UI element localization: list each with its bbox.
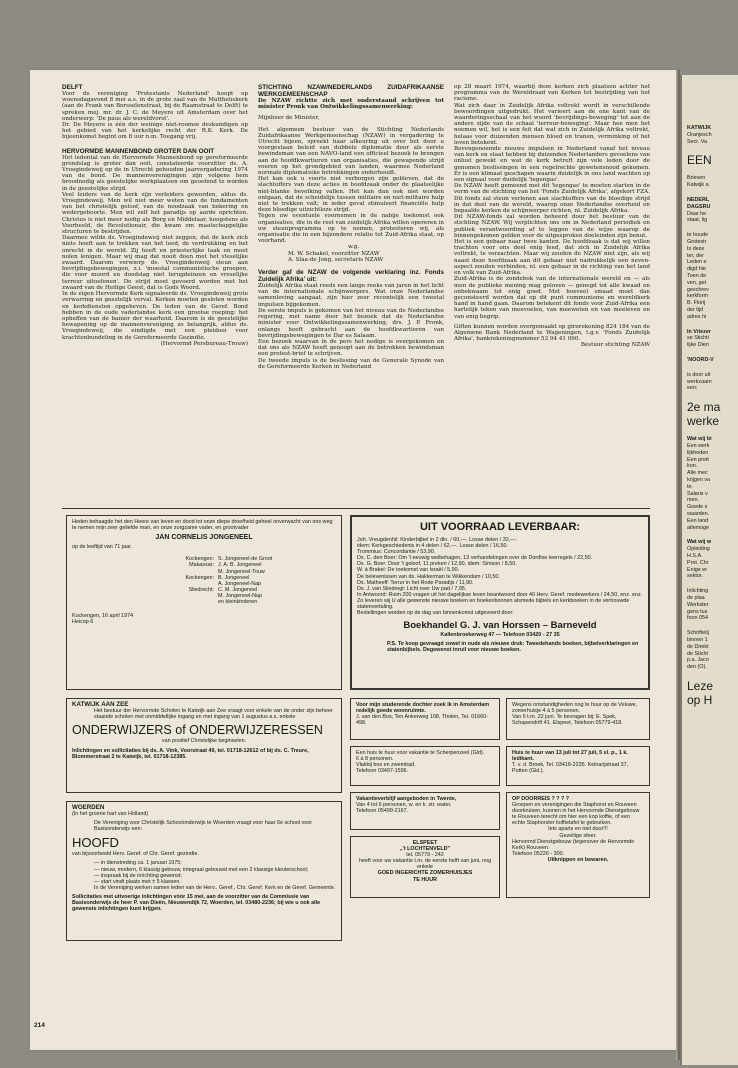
- family-name: J. A. B. Jongeneel: [218, 562, 262, 569]
- woerden-item: — inspraak bij de inrichting gewenst;: [94, 872, 182, 879]
- bookshop-ad: [350, 515, 650, 690]
- scherpenzeel-l2: 6 à 8 personen.: [356, 756, 394, 763]
- family-place: Sliedrecht:: [188, 586, 214, 593]
- strip-line: men.: [687, 497, 699, 504]
- zomerhuisje-l1: Wegens omstandigheden nog te huur op de Veluwe, zomerhuisje 4 à 5 personen.: [512, 702, 638, 715]
- strip-line: 2e ma: [687, 400, 721, 415]
- fonds-text-8: Giften kunnen worden overgemaakt op girorekening 824 184 van de Algemene Bank Nederland te Wageningen, t.g.v. 'Fonds Zuidelijk Afrika', bankrekeningnummer 53 94 41 090.: [454, 323, 650, 343]
- doorreis-l3: Iets aparts en niet duur!!!: [548, 826, 608, 833]
- strip-line: In Vriezer: [687, 328, 711, 335]
- bookshop-shop-name: Boekhandel G. J. van Horssen – Barneveld: [403, 620, 597, 632]
- nzaw-text-5: De eerste impuls is gekomen van het niveau van de Nederlandse regering, met name door het bezoek dat de Nederlandse minister voor Ontwikkelingssamenwerking, drs. J. P. Pronk, onlangs heeft gebracht aan de hoofdkwartieren van bevrijdingsbewegingen te Dar es Salaam.: [258, 307, 444, 339]
- left-page: [30, 70, 680, 1050]
- strip-line: lijkheden: [687, 449, 709, 456]
- woerden-item: — in dienstreding ca. 1 januari 1975;: [94, 860, 182, 867]
- strip-line: Daar he: [687, 210, 707, 217]
- family-name: en kleinkinderen: [218, 599, 258, 606]
- small-ad-elspeet: [350, 836, 500, 898]
- strip-line: p.a. Jaco: [687, 657, 709, 664]
- fonds-text-2: Wat zich daar in Zuidelijk Afrika voltrekt wordt in verschillende bewoordingen uitgedrukt. Het varieert aan de ene kant van de waarderingsschaal van het woord 'bevrijdings-beweging' tot aan de andere zijde van de schaal 'terreur-beweging'. Maar hoe men het noemen wil, het is een feit dat wat zich in Zuidelijk Afrika voltrekt, helaas voor duizenden mensen bloed en tranen, verminking of het leven betekent.: [454, 102, 650, 146]
- nzaw-heading: STICHTING NZAW/NEDERLANDS ZUIDAFRIKAANSE WERKGEMEENSCHAP: [258, 84, 444, 98]
- strip-line: Wat wij bi: [687, 436, 712, 443]
- strip-line: adres hi: [687, 313, 707, 320]
- verblijf-l3: Telefoon 05499-2167.: [356, 808, 409, 815]
- strip-line: Is deze: [687, 245, 705, 252]
- strip-line: Oranjesch: [687, 131, 712, 138]
- small-ad-huis-scherpenzeel: [350, 746, 500, 786]
- strip-line: te houde: [687, 232, 708, 239]
- nzaw-text-2: Het kan ook u voorts niet verborgen zijn gebleven, dat de slachtoffers van deze acties in hoofdzaak onder de plaatselijke niet-blanke bevolking vallen. Het kan dan ook niet worden ontgaan, dat de scheidslijn tussen militaire en niet-militaire hulp niet te trekken valt; in ieder geval stimuleert financiële hulp deze bloedige uitzichtloze strijd.: [258, 176, 444, 214]
- small-ad-zomerhuisje: [506, 698, 650, 740]
- strip-line: kerkform: [687, 293, 708, 300]
- katwijk-headline: ONDERWIJZERS of ONDERWIJZERESSEN: [72, 723, 323, 738]
- strip-line: lijke Dien: [687, 342, 709, 349]
- bookshop-line: Zo leveren wij U alle gewenste nieuwe boeken en boekenbonnen alsmede bijbels en kerkboeken in de vertrouwde statenvertaling.: [357, 597, 630, 611]
- strip-line: Toen de: [687, 273, 707, 279]
- strip-line: Prot. Chr: [687, 559, 709, 566]
- small-ad-doorreis: [506, 792, 650, 898]
- strip-line: Wat wij w: [687, 539, 712, 546]
- strip-line: geschrev: [687, 286, 709, 293]
- strip-line: se Stichti: [687, 335, 709, 342]
- woerden-vacancy-ad: [66, 801, 342, 941]
- strip-line: Een werk: [687, 443, 710, 449]
- family-name: A. Jongeneel-Nap: [218, 580, 262, 587]
- doorreis-title: OP DOORREIS ? ? ? ?: [512, 796, 570, 802]
- mannenbond-text-1: Het ledental van de Hervormde Mannenbond op gereformeerde grondslag is groter dan ooit, constateerde voorzitter ds. A. Vroegindeweij op de in Utrecht gehouden jaarvergadering 1974 van de bond. De mannenverenigingen zijn volgens hem broodnodig als geestelijke werkplaatsen om geoefend te worden in de geestelijke strijd.: [62, 154, 248, 192]
- bookshop-line: Joh. Vreugdenhil: Kinderbijbel in 2 dln. / 60,—. Losse delen / 32,—.: [357, 537, 518, 543]
- section-divider: [62, 508, 650, 509]
- death-notice: [66, 515, 342, 690]
- strip-line: werkzaam: [687, 378, 712, 385]
- fonds-signature: Bestuur stichting NZAW: [580, 342, 650, 349]
- small-ad-huis-putten: [506, 746, 650, 786]
- nzaw-signature-1: M. W. Schakel, voorzitter NZAW: [288, 250, 380, 257]
- strip-line: is door uit: [687, 371, 711, 378]
- strip-line: atlemoge: [687, 524, 710, 531]
- strip-line: gens tus: [687, 608, 708, 615]
- bookshop-line: Ds. C. den Boer: Om 't eeuwig welbehagen, 13 verhandelingen over de Dordtse leerregels / 22,50.: [357, 555, 593, 562]
- strip-line: binnen 1: [687, 637, 708, 643]
- bookshop-line: In Antwoord: Ruim 200 vragen uit het dagelijkse leven beantwoord door 40 Herv. Geref. medewerkers / 24,50, enz. enz.: [357, 591, 643, 598]
- bookshop-line: idem: Kerkgeschiedenis in 4 delen / 62,—. Losse delen / 16,50.: [357, 543, 509, 550]
- elspeet-l5: GOED INGERICHTE ZOMERHUISJES: [377, 870, 473, 877]
- woonruimte-text: Voor mijn studerende dochter zoek ik in Amsterdam redelijk goede woonruimte.: [356, 702, 489, 715]
- strip-line: een:: [687, 385, 698, 392]
- woerden-sub: (In het groene hart van Holland): [72, 811, 149, 818]
- family-place: Kockengen:: [185, 556, 214, 563]
- strip-line: krijgen va: [687, 477, 711, 483]
- strip-line: Werkster: [687, 601, 709, 608]
- bookshop-ps: P.S. Te koop gevraagd zowel in oude als nieuwe druk: Tweedehands boeken, bijbelverklaringen en statenbijbels. Degewenst inruil voor nieuwe boeken.: [387, 641, 639, 654]
- katwijk-vacancy-ad: [66, 698, 342, 793]
- doorreis-l4: Gezellige sfeer.: [559, 832, 597, 839]
- nzaw-signature-2: A. Slaa-de Jong, secretaris NZAW: [288, 256, 384, 263]
- nzaw-text-6: Een bezoek waarvan in de pers het nodige is overgekomen en dat ons als NZAW heeft genoopt aan de betrokken bewindsman een protest-brief te schrijven.: [258, 338, 444, 358]
- woonruimte-contact: J. van den Bos, Ten Ankerweg 108, Tholen, Tel. 01660-498.: [356, 714, 488, 727]
- death-notice-address: Heicop 6: [72, 619, 94, 626]
- katwijk-intro: Het bestuur der Hervormde Scholen te Katwijk aan Zee vraagt voor enkele van de onder zijn beheer staande scholen met onmiddellijke ingang en met ingang van 1 augustus a.s. enkele: [94, 708, 333, 721]
- right-page-edge: [680, 75, 738, 1065]
- family-name: C. M. Jongeneel: [218, 586, 258, 593]
- strip-line: Katwijk a: [687, 182, 709, 189]
- bookshop-line: De belevenissen van ds. Hakkerman te Wikkendam / 10,50.: [357, 573, 500, 580]
- strip-line: Brieven: [687, 175, 706, 182]
- strip-line: staat, lig: [687, 217, 708, 224]
- bookshop-list: [357, 537, 643, 616]
- bookshop-line: Ds. J. van Sliedregt: Licht over Uw pad / 7,95.: [357, 585, 467, 592]
- katwijk-info: Inlichtingen en sollicitaties bij ds. A. Vink, Voorstraat 49, tel. 01718-12612 of bij ds. C. Treure, Blommerstraat 2 te Katwijk, tel. 01718-12385.: [72, 748, 309, 761]
- strip-line: waarden.: [687, 511, 710, 517]
- woerden-place: WOERDEN: [72, 804, 105, 811]
- elspeet-l2: „'t LOCHTENVELD": [399, 846, 451, 853]
- strip-line: Leze: [687, 679, 714, 693]
- fonds-text-5: Dit NZAW-fonds zal worden beheerd door het bestuur van de stichting NZAW. Wij verplichten ons om in Nederland periodiek en publiek verantwoording af te leggen van de wijze waarop de binnengekomen gelden voor de uitgesproken doeleinden zijn benut.: [454, 214, 650, 239]
- doorreis-l7: Uitknippen en bewaren.: [547, 856, 609, 863]
- strip-line: 'NOORD-V: [687, 357, 714, 363]
- bookshop-headline: UIT VOORRAAD LEVERBAAR:: [419, 521, 581, 533]
- nzaw-salutation: Mijnheer de Minister,: [258, 115, 320, 122]
- strip-line: kon.: [687, 463, 698, 470]
- scherpenzeel-l3: Vlakbij bos en zwembad.: [356, 762, 416, 769]
- putten-l1: Huis te huur van 13 juli tot 27 juli, 5 sl. p., 1 k. ledikant.: [512, 750, 628, 763]
- nzaw-text-4: Zuidelijk Afrika staat reeds een lange reeks van jaren in het licht van de internationale schijnwerpers. Wat onze Nederlandse samenleving aangaat, zijn hier zeer recentelijk een tweetal impulsen bijgekomen.: [258, 283, 444, 308]
- strip-line: Goede s: [687, 504, 708, 511]
- doorreis-l2: Groepen en verenigingen die Staphorst en Rouveen doorkruisen, kunnen in het Hervormde Dienstgebouw te Rouveen terecht om hier een kop koffie, of een echte Staphorster koffietafel te gebruiken.: [512, 802, 640, 827]
- strip-line: Schriftelij: [687, 630, 709, 637]
- woerden-sub2: van bijvoorbeeld Herv. Geref. of Chr. Geref. gezindte.: [72, 851, 199, 858]
- strip-line: Salaris v: [687, 490, 708, 497]
- fonds-text-6: Het is een gebaar naar twee kanten. De hoofdzaak is dat wij willen trachten voor ons deel enig leed, dat zich in Zuidelijk Afrika voltrekt, te verzachten. Maar wij zouden de NZAW niet zijn, als wij naast deze hoofdzaak aan dit gebaar niet nadrukkelijk een neven-aspect zouden verbinden, nl. een gebaar in de richting van het land en volk van Zuid-Afrika.: [454, 239, 650, 277]
- mannenbond-source: (Hervormd Persbureau-Trouw): [160, 340, 248, 347]
- bookshop-line: Ds. Matheeff: Terrur in het Rode Paradijs / 11,90.: [357, 579, 474, 586]
- scherpenzeel-l1: Een huis te huur voor vakantie te Scherpenzeel (Gld).: [356, 750, 485, 756]
- scherpenzeel-l4: Telefoon 03497-1596.: [356, 768, 409, 775]
- doorreis-l5: Hervormd Dienstgebouw (tegenover de Hervormde Kerk) Rouveen.: [512, 838, 635, 851]
- elspeet-l1: ELSPEET: [412, 840, 438, 846]
- fonds-text-7: Zuid-Afrika is de zondebok van de internationale wereld en — als men de publieke mening mag geloven — genegd tot alle kwaad en onbekwaam tot enig goed. Met hoeveel smaad moet dan geconsteerd worden dat op dit punt communisme en wereldkerk hand in hand gaan. Daarom betekent dit fonds voor Zuid-Afrika een hartelijk teken van meevoelen, van meeweten en van meeleven en van enig begrip.: [454, 276, 650, 320]
- strip-line: EEN: [687, 153, 712, 168]
- strip-line: Grotestr: [687, 239, 707, 245]
- page-number: 214: [34, 1022, 45, 1029]
- nzaw-text-3: Tegen uw eventuele voornemen in de nabije toekomst ook organisaties, die in de rest van zuidelijk Afrika willen opereren in uw steunprogramma op te nemen, protesteren wij, als organisatie die in een bijzondere relatie tot Zuid-Afrika staat, op voorhand.: [258, 213, 444, 245]
- fonds-text-4: De NZAW heeft gemeend met dit 'tegengas' te moeten starten in de vorm van de stichting van het 'Fonds Zuidelijk Afrika', afgekort FZA. Dit fonds zal steun verlenen aan slachtoffers van de bloedige strijd in dat deel van de wereld, waarop onze Nederlandse overheid en bepaalde kerken de schijnwerper richten, nl. Zuidelijk Afrika.: [454, 183, 650, 215]
- strip-line: ter, der: [687, 252, 704, 259]
- strip-line: de Direkt: [687, 643, 709, 650]
- strip-line: B. Florij: [687, 300, 706, 307]
- strip-line: Leden e: [687, 259, 707, 266]
- strip-line: DAGSRU: [687, 203, 711, 210]
- family-name: M. Jongeneel-Touw: [218, 568, 265, 575]
- katwijk-sub: van positief Christelijke beginselen.: [161, 738, 247, 745]
- strip-line: ven, get: [687, 279, 707, 286]
- woerden-intro: De Vereniging voor Christelijk Schoolonderwijs te Woerden vraagt voor haar 6e school voor Basisonderwijs een:: [94, 820, 313, 833]
- verblijf-l2: Van 4 tot 6 personen, w. en k. str. water.: [356, 802, 452, 809]
- strip-line: Alle mec: [687, 470, 708, 477]
- bookshop-line: Trommius: Concordantie / 53,90.: [357, 549, 436, 556]
- strip-line: te.: [687, 483, 693, 490]
- mannenbond-text-4: In de eigen Hervormde Kerk signaleerde ds. Vroegindeweij grote verwarring en geestelijk verval. Kerken moeten gesloten worden en kerkdiensten opgeheven. De leden van de Geref. Bond hebben in de oude vaderlandse kerk een grootse roeping: het opheffen van de banier der waarheid. Daarom is de geestelijke bewapening op de mannenvereniging zo belangrijk, aldus ds. Vroegindeweij, die eindigde met een pleidooi voor krachtenbundeling in de Gereformeerde Gezindte.: [62, 291, 248, 341]
- strip-line: Opleiding: [687, 546, 710, 553]
- strip-line: Inlichting: [687, 588, 709, 595]
- woerden-item: In de Vereniging werken samen leden van de Herv., Geref., Chr. Geref. Kerk en de Geref. Gemeente.: [94, 884, 336, 891]
- mannenbond-text-3: Daarmee wilde ds. Vroegindeweij niet zeggen, dat de kerk zich niets hoeft aan te trekken van het leed, de verdrukking en het onrecht in de wereld. Zij heeft en priesterlijke taak en moet nolen lenigen. Maar wij mag dat nooit doen met het vleselijke zwaard. Daarom verwierp ds. Vroegindenweij steun aan bevrijdingsbewegingen, z.i. 'moestal communistische groepen, die voor moord en doodslag niet terugdeinzen en vreselijke terreur uitoefenen'. De strijd moet gevoerd worden met het zwaard van de Heilige Geest, dat is Gods Woord.: [62, 235, 248, 291]
- strip-line: Een prett: [687, 456, 709, 463]
- putten-l2: T. v. d. Broek, Tel. 03418-2235. Kelnarijstraat 37, Putten (Gld.).: [512, 762, 629, 775]
- death-notice-family: [172, 556, 336, 605]
- woerden-items: [72, 860, 336, 890]
- bookshop-address: Kallenbroekerweg 47 — Telefoon 03420 - 27 35: [440, 632, 560, 639]
- strip-line: sektor.: [687, 573, 703, 580]
- strip-line: den (O).: [687, 664, 707, 671]
- strip-line: Enige er: [687, 566, 708, 573]
- mannenbond-text-2: Veel leiders van de kerk zijn verleiders geworden, aldus ds. Vroegindeweij. Men wil niet meer weten van de fundamenten van het christelijk geloof, van de noodzaak van bekering en wedergeboorte. Men wil zelf het paradijs op aarde oprichten. Christus is niet meer nodig als Borg en Middelaar, hoogstens als Voorbeeld, de Revolutionair, die kwam om maatschappelijke structuren te bestrijden.: [62, 191, 248, 236]
- strip-line: digd hie: [687, 266, 706, 273]
- family-place: Kockengen:: [185, 574, 214, 581]
- strip-line: de plaa: [687, 595, 705, 601]
- family-name: M. Jongeneel-Nap: [218, 592, 263, 599]
- nzaw-text-1: Het algemeen bestuur van de Stichting Nederlands Zuidafrikaanse Werkgemeenschap (NZAW) in vergadering te Utrecht bijeen, spreekt haar afkeuring uit over het door u voorgestaan beleid van dubbele diplomatie door als eerste bewindsman van een NAVO-land een officieel bezoek te brengen aan de hoofdkwartieren van organisaties, die gewapende strijd voeren op het grondgebied van landen, waarmee Nederland normale diplomatieke betrekkingen onderhoudt.: [258, 126, 444, 177]
- strip-line: der tijd: [687, 307, 704, 313]
- strip-line: NEDERL: [687, 197, 710, 203]
- family-place: [172, 599, 214, 605]
- family-name: S. Jongeneel-de Groot: [218, 556, 273, 563]
- elspeet-l6: TE HUUR: [413, 876, 437, 883]
- family-name: B. Jongeneel: [218, 574, 250, 581]
- strip-line: Een land: [687, 517, 709, 524]
- death-notice-intro: Heden behaagde het den Heere van leven en dood tot onze diepe droefheid geheel onverwacht van ons weg te nemen mijn zeer geliefde man, en onze zorgzame vader, en grootvader: [72, 519, 333, 532]
- woerden-item: — nieuw, modern, 6 klassig gebouw, integraal gebouwd met een 2 klassige kleuterschool;: [94, 866, 309, 873]
- strip-line: H.S.A.: [687, 553, 703, 559]
- nzaw-statement-heading: Verder gaf de NZAW de volgende verklaring inz. Fonds Zuidelijk Afrika' uit:: [258, 269, 444, 284]
- bookshop-line: Ds. G. Boer: Door 't geloof, 11 preken / 12,90, idem: Simson / 8,50.: [357, 561, 517, 568]
- delft-text-2: Dr. De Meyere is één der weinige niet-roomse deskundigen op het gebied van het kerkelijke recht der R.K. Kerk. De bijeenkomst begint om 8 uur n.m. Toegang vrij.: [62, 122, 248, 141]
- nzaw-wg: w.g.: [348, 244, 360, 251]
- death-notice-name: JAN CORNELIS JONGENEEL: [155, 534, 253, 542]
- death-notice-age: op de leeftijd van 71 jaar.: [72, 544, 132, 551]
- woerden-headline: HOOFD: [72, 835, 119, 851]
- elspeet-l3: tel. 05779 - 242: [406, 852, 444, 859]
- doorreis-l6: Telefoon 05226 - 300.: [512, 850, 565, 857]
- woerden-item: — start vindt plaats met ± 5 klassen.: [94, 878, 181, 885]
- elspeet-l4: heeft voor uw vakantie t.m. de eerste helft van juni, nog enkele: [358, 858, 492, 871]
- strip-line: foon 054: [687, 615, 708, 622]
- zomerhuisje-l2: Van 6 t.m. 22 juni. Te bevragen bij: E. Spek, Schapendrift 41. Elspeet, Telefoon 05779-418.: [512, 714, 623, 727]
- bookshop-line: W. à Brakel: De toekomst van Israël / 5,90.: [357, 567, 460, 574]
- nzaw-text-7: De tweede impuls is de beslissing van de Generale Synode van de Gereformeerde Kerken in Nederland: [258, 357, 444, 370]
- bookshop-line: Bestellingen worden op de dag van binnenkomst uitgevoerd door:: [357, 610, 514, 617]
- small-ad-vakantieverblijf: [350, 792, 500, 830]
- family-row: [172, 599, 336, 605]
- woerden-info: Sollicitaties met uitvoerige inlichtingen vóór 15 mei, aan de voorzitter van de Commissie van Basisonderwijs de heer P. van Dieën, Nieuwendijk 72, Woerden, tel. 03480-2236; bij wie u ook alle gewenste inlichtingen kunt krijgen.: [72, 893, 321, 913]
- verblijf-l1: Vakantieverblijf aangeboden in Twente,: [356, 796, 457, 802]
- fonds-text-3: Bovengenoemde nieuwe impulsen in Nederland vanaf het niveau van kerk en staat hebben bij duizenden Nederlanders gevoelens van onlust gewekt en wat de kerk betreft zijn vele leden door de genomen beslissingen in een regelrechte gewetensnood gekomen. Er is een klimaat geschapen waarin duidelijk in ons land wachten op een signaal voor duidelijk 'tegengas'.: [454, 146, 650, 184]
- strip-line: werke: [687, 414, 720, 429]
- katwijk-place: KATWIJK AAN ZEE: [72, 701, 129, 708]
- mannenbond-heading: HERVORMDE MANNENBOND GROTER DAN OOIT: [62, 147, 215, 155]
- small-ad-woonruimte: [350, 698, 500, 740]
- strip-line: KATWIJK: [687, 125, 712, 131]
- strip-line: de Sticht: [687, 650, 708, 657]
- strip-line: op H: [687, 693, 713, 707]
- fonds-text-1: op 28 maart 1974, waarbij deze kerken zich plaatsen achter het programma van de Wereldraad van Kerken tot bestrijding van het racisme.: [454, 84, 650, 103]
- nzaw-subheading: De NZAW richtte zich met onderstaand schrijven tot minister Pronk van Ontwikkelingssamenwerking:: [258, 98, 444, 111]
- delft-heading: DELFT: [62, 84, 83, 91]
- delft-text-1: Voor de vereniging 'Protestants Nederland' hoopt op woensdagavond 8 mei a.s. in de grote zaal van de Mattheüskerk (aan de Frank van Borsselenstraat, bij de Raamstraat te Delft) te spreken mej. mr. dr. J. C. de Meyere uit Amsterdam over het onderwerp: 'De paus als wereldvorst'.: [62, 91, 248, 122]
- strip-line: Secr. Va: [687, 138, 707, 145]
- family-place: Makassar:: [189, 562, 214, 569]
- death-notice-place-date: Kockengen, 16 april 1974: [72, 613, 134, 620]
